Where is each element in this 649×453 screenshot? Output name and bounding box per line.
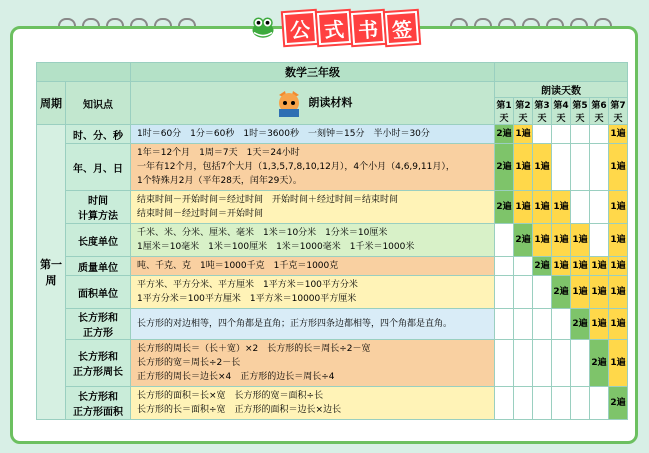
day-cell: 1遍 bbox=[571, 257, 590, 276]
day-cell: 2遍 bbox=[495, 125, 514, 144]
week-label: 第一周 bbox=[37, 125, 66, 420]
day-cell: 1遍 bbox=[533, 191, 552, 224]
material-cell bbox=[131, 340, 495, 387]
day-cell bbox=[571, 191, 590, 224]
material-line: 正方形的周长＝边长×4 正方形的边长＝周长÷4 bbox=[137, 372, 335, 382]
material-cell bbox=[131, 309, 495, 340]
title-char: 签 bbox=[385, 11, 419, 45]
day-cell bbox=[552, 144, 571, 191]
day-cell: 1遍 bbox=[514, 144, 533, 191]
topic-cell: 长方形和 正方形周长 bbox=[66, 340, 131, 387]
table-row bbox=[37, 144, 628, 191]
day-7: 第7天 bbox=[609, 98, 628, 125]
title bbox=[284, 12, 418, 44]
day-cell: 1遍 bbox=[609, 125, 628, 144]
day-cell: 1遍 bbox=[590, 309, 609, 340]
table-row bbox=[37, 125, 628, 144]
day-5: 第5天 bbox=[571, 98, 590, 125]
material-line: 结束时间－经过时间＝开始时间 bbox=[137, 209, 264, 219]
day-cell bbox=[571, 387, 590, 420]
formula-table bbox=[36, 62, 628, 420]
day-cell: 1遍 bbox=[571, 224, 590, 257]
day-3: 第3天 bbox=[533, 98, 552, 125]
day-cell: 2遍 bbox=[495, 144, 514, 191]
day-cell bbox=[514, 309, 533, 340]
material-line: 结束时间－开始时间＝经过时间 开始时间＋经过时间＝结束时间 bbox=[137, 195, 399, 205]
day-cell: 1遍 bbox=[609, 144, 628, 191]
day-cell bbox=[571, 144, 590, 191]
day-cell bbox=[495, 309, 514, 340]
material-line: 1时＝60分 1分＝60秒 1时＝3600秒 一刻钟＝15分 半小时＝30分 bbox=[137, 129, 430, 139]
day-cell bbox=[495, 276, 514, 309]
day-cell: 1遍 bbox=[609, 340, 628, 387]
material-line: 平方米、平方分米、平方厘米 1平方米＝100平方分米 bbox=[137, 280, 358, 290]
table-row bbox=[37, 191, 628, 224]
table-row bbox=[37, 276, 628, 309]
day-cell bbox=[552, 309, 571, 340]
day-cell bbox=[514, 257, 533, 276]
day-2: 第2天 bbox=[514, 98, 533, 125]
title-char: 书 bbox=[351, 11, 385, 45]
material-line: 1厘米＝10毫米 1米＝100厘米 1米＝1000毫米 1千米＝1000米 bbox=[137, 242, 415, 252]
topic-cell: 时、分、秒 bbox=[66, 125, 131, 144]
topic-cell: 年、月、日 bbox=[66, 144, 131, 191]
day-cell bbox=[495, 387, 514, 420]
material-line: 长方形的面积＝长×宽 长方形的宽＝面积÷长 bbox=[137, 391, 324, 401]
day-cell bbox=[495, 257, 514, 276]
material-cell bbox=[131, 224, 495, 257]
material-line: 吨、千克、克 1吨＝1000千克 1千克＝1000克 bbox=[137, 261, 339, 271]
material-cell bbox=[131, 144, 495, 191]
topic-cell: 长方形和 正方形 bbox=[66, 309, 131, 340]
day-cell bbox=[533, 340, 552, 387]
day-cell bbox=[552, 387, 571, 420]
day-cell: 2遍 bbox=[590, 340, 609, 387]
table-row bbox=[37, 387, 628, 420]
header-row bbox=[37, 82, 628, 98]
day-cell: 1遍 bbox=[590, 257, 609, 276]
table-row bbox=[37, 340, 628, 387]
day-cell bbox=[590, 387, 609, 420]
header bbox=[248, 8, 418, 48]
title-char: 式 bbox=[317, 11, 351, 45]
topic-cell: 面积单位 bbox=[66, 276, 131, 309]
title-char: 公 bbox=[283, 11, 317, 45]
day-cell bbox=[590, 144, 609, 191]
day-cell: 1遍 bbox=[609, 257, 628, 276]
days-title: 朗读天数 bbox=[495, 82, 628, 98]
topic-cell: 质量单位 bbox=[66, 257, 131, 276]
day-6: 第6天 bbox=[590, 98, 609, 125]
table-row bbox=[37, 257, 628, 276]
day-cell: 2遍 bbox=[609, 387, 628, 420]
day-cell bbox=[590, 191, 609, 224]
material-label: 朗读材料 bbox=[308, 96, 353, 109]
day-cell: 1遍 bbox=[609, 309, 628, 340]
grade-row bbox=[37, 63, 628, 82]
day-cell: 1遍 bbox=[571, 276, 590, 309]
material-line: 千米、米、分米、厘米、毫米 1米＝10分米 1分米＝10厘米 bbox=[137, 228, 388, 238]
material-line: 长方形的宽＝周长÷2－长 bbox=[137, 358, 241, 368]
topic-cell: 长方形和 正方形面积 bbox=[66, 387, 131, 420]
material-cell bbox=[131, 276, 495, 309]
day-cell bbox=[533, 125, 552, 144]
material-line: 长方形的对边相等，四个角都是直角；正方形四条边都相等，四个角都是直角。 bbox=[137, 319, 453, 329]
fox-reading-icon bbox=[273, 89, 305, 117]
material-line: 长方形的周长＝（长＋宽）×2 长方形的长＝周长÷2－宽 bbox=[137, 344, 371, 354]
day-cell: 1遍 bbox=[533, 144, 552, 191]
day-cell: 1遍 bbox=[609, 276, 628, 309]
day-cell bbox=[533, 387, 552, 420]
col-material bbox=[131, 82, 495, 125]
material-line: 1年＝12个月 1周＝7天 1天＝24小时 bbox=[137, 148, 300, 158]
day-cell: 1遍 bbox=[552, 257, 571, 276]
day-cell bbox=[533, 276, 552, 309]
day-cell: 1遍 bbox=[609, 191, 628, 224]
day-1: 第1天 bbox=[495, 98, 514, 125]
day-cell bbox=[495, 224, 514, 257]
material-cell bbox=[131, 125, 495, 144]
material-line: 1个特殊月2月（平年28天，闰年29天）。 bbox=[137, 176, 302, 186]
day-cell: 1遍 bbox=[514, 125, 533, 144]
day-cell bbox=[495, 340, 514, 387]
day-cell bbox=[571, 125, 590, 144]
day-cell: 1遍 bbox=[590, 276, 609, 309]
day-cell bbox=[552, 125, 571, 144]
col-period: 周期 bbox=[37, 82, 66, 125]
material-cell bbox=[131, 191, 495, 224]
topic-cell: 长度单位 bbox=[66, 224, 131, 257]
day-cell: 2遍 bbox=[495, 191, 514, 224]
material-line: 1平方分米＝100平方厘米 1平方米＝10000平方厘米 bbox=[137, 294, 357, 304]
crocodile-icon bbox=[248, 9, 278, 47]
day-cell: 1遍 bbox=[552, 191, 571, 224]
day-cell bbox=[514, 276, 533, 309]
grade-title: 数学三年级 bbox=[131, 63, 495, 82]
material-line: 一年有12个月，包括7个大月（1,3,5,7,8,10,12月），4个小月（4,6,9,11月）， bbox=[137, 162, 455, 172]
day-cell: 2遍 bbox=[533, 257, 552, 276]
table-row bbox=[37, 224, 628, 257]
day-cell: 1遍 bbox=[609, 224, 628, 257]
day-cell bbox=[533, 309, 552, 340]
day-cell bbox=[571, 340, 590, 387]
day-cell bbox=[552, 340, 571, 387]
day-cell: 1遍 bbox=[552, 224, 571, 257]
day-cell bbox=[590, 224, 609, 257]
day-cell bbox=[514, 340, 533, 387]
material-cell bbox=[131, 257, 495, 276]
material-cell bbox=[131, 387, 495, 420]
material-line: 长方形的长＝面积÷宽 正方形的面积＝边长×边长 bbox=[137, 405, 342, 415]
topic-cell: 时间 计算方法 bbox=[66, 191, 131, 224]
day-cell: 2遍 bbox=[514, 224, 533, 257]
day-cell: 2遍 bbox=[552, 276, 571, 309]
day-cell: 2遍 bbox=[571, 309, 590, 340]
day-4: 第4天 bbox=[552, 98, 571, 125]
table-row bbox=[37, 309, 628, 340]
day-cell bbox=[514, 387, 533, 420]
day-cell: 1遍 bbox=[533, 224, 552, 257]
day-cell: 1遍 bbox=[514, 191, 533, 224]
col-topic: 知识点 bbox=[66, 82, 131, 125]
day-cell bbox=[590, 125, 609, 144]
